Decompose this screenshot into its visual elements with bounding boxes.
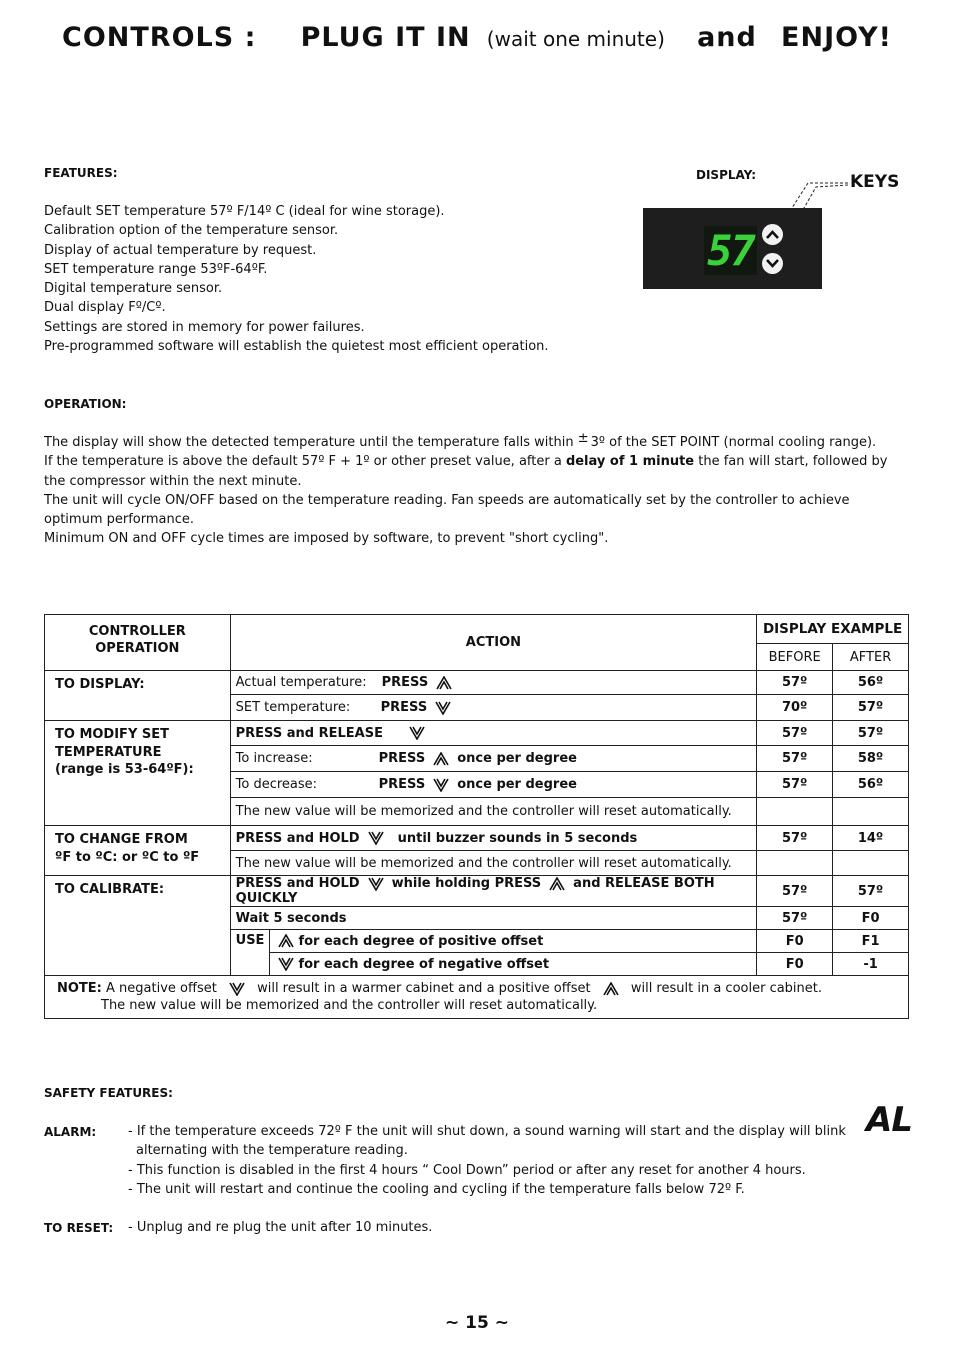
action-wait: Wait 5 seconds — [230, 907, 757, 930]
header-action: ACTION — [230, 615, 757, 671]
action-text: PRESS and HOLD — [235, 830, 360, 846]
up-arrow-icon — [436, 676, 452, 690]
after-value: F0 — [833, 907, 909, 930]
operation-text — [44, 433, 912, 549]
note-label: NOTE: — [57, 981, 102, 996]
action-calibrate-hold — [230, 876, 757, 907]
operation-p2a: If the temperature is above the default 57º F + 1º or other preset value, after a — [44, 454, 566, 470]
press-label: PRESS — [378, 751, 426, 766]
operation-heading: OPERATION: — [44, 397, 127, 411]
op-line: TO CHANGE FROM — [55, 832, 188, 847]
operation-p1 — [44, 433, 912, 452]
op-to-change — [45, 826, 231, 876]
after-value: 56º — [833, 772, 909, 798]
action-press-release — [230, 721, 757, 746]
before-value: F0 — [757, 930, 833, 953]
page-number: ~ 15 ~ — [445, 1313, 509, 1333]
title-wait: (wait one minute) — [486, 27, 665, 51]
op-line: TEMPERATURE — [55, 744, 162, 760]
feature-line: Display of actual temperature by request. — [44, 242, 317, 258]
action-text: PRESS and HOLD — [235, 876, 360, 891]
down-chevron-icon — [766, 259, 779, 268]
alarm-label: ALARM: — [44, 1125, 97, 1139]
feature-line: Calibration option of the temperature sensor. — [44, 223, 339, 239]
up-chevron-icon — [766, 230, 779, 239]
before-value: 57º — [757, 826, 833, 851]
after-value — [833, 798, 909, 826]
action-press-hold — [230, 826, 757, 851]
up-key-button[interactable] — [762, 224, 783, 245]
op-line: ºF to ºC: or ºC to ºF — [55, 849, 200, 865]
down-arrow-icon — [368, 877, 384, 891]
after-value: 57º — [833, 876, 909, 907]
feature-line: SET temperature range 53ºF-64ºF. — [44, 261, 268, 277]
before-value: 57º — [757, 772, 833, 798]
up-arrow-icon — [549, 877, 565, 891]
action-actual-temp — [230, 671, 757, 695]
down-arrow-icon — [368, 831, 384, 845]
header-controller-operation — [45, 615, 231, 671]
op-to-calibrate: TO CALIBRATE: — [45, 876, 231, 976]
note-line1 — [57, 980, 896, 997]
alarm-line: - The unit will restart and continue the cooling and cycling if the temperature falls below 72º F. — [128, 1181, 745, 1197]
press-label: PRESS — [381, 675, 429, 690]
feature-line: Default SET temperature 57º F/14º C (ideal for wine storage). — [44, 204, 445, 219]
alarm-display-glyph: AL — [866, 1100, 912, 1140]
header-before: BEFORE — [757, 644, 833, 671]
note-text-a: A negative offset — [101, 981, 221, 996]
press-label: PRESS — [380, 700, 428, 715]
after-value: -1 — [833, 953, 909, 976]
operation-p2 — [44, 452, 912, 491]
press-label: PRESS — [378, 777, 426, 792]
alarm-line: - If the temperature exceeds 72º F the unit will shut down, a sound warning will start and the display will blink — [128, 1124, 846, 1139]
operation-p1b: 3º of the SET POINT (normal cooling range). — [590, 435, 877, 450]
op-to-display: TO DISPLAY: — [45, 671, 231, 721]
note-text-c: will result in a cooler cabinet. — [626, 981, 823, 996]
features-heading: FEATURES: — [44, 166, 118, 180]
feature-line: Settings are stored in memory for power failures. — [44, 319, 365, 335]
lcd-screen — [704, 226, 757, 275]
action-increase — [230, 746, 757, 772]
after-value: F1 — [833, 930, 909, 953]
alarm-line: alternating with the temperature reading. — [136, 1143, 408, 1159]
action-positive-offset — [270, 930, 757, 953]
down-arrow-icon — [433, 778, 449, 792]
after-value: 57º — [833, 721, 909, 746]
down-arrow-icon — [409, 726, 425, 740]
action-mid: while holding PRESS — [391, 876, 542, 891]
after-value: 14º — [833, 826, 909, 851]
controller-table — [44, 614, 909, 1019]
title-plug: PLUG IT IN — [300, 22, 471, 53]
reset-text: - Unplug and re plug the unit after 10 minutes. — [128, 1220, 433, 1235]
after-value: 56º — [833, 671, 909, 695]
action-text: To decrease: — [235, 777, 318, 792]
note-text-b: will result in a warmer cabinet and a positive offset — [252, 981, 595, 996]
after-value: 57º — [833, 695, 909, 721]
features-list — [44, 202, 549, 356]
before-value — [757, 851, 833, 876]
note-line2: The new value will be memorized and the controller will reset automatically. — [101, 998, 598, 1013]
use-label: USE — [230, 930, 270, 976]
reset-label: TO RESET: — [44, 1221, 114, 1235]
action-text: for each degree of negative offset — [298, 956, 550, 972]
feature-line: Pre-programmed software will establish the quietest most efficient operation. — [44, 339, 549, 355]
after-value: 58º — [833, 746, 909, 772]
lcd-value: 57 — [707, 226, 754, 275]
down-arrow-icon — [435, 701, 451, 715]
display-label: DISPLAY: — [696, 168, 757, 182]
before-value: 57º — [757, 876, 833, 907]
title-controls: CONTROLS : — [62, 22, 257, 53]
alarm-text — [128, 1122, 846, 1199]
op-line: TO MODIFY SET — [55, 727, 169, 742]
action-text: for each degree of positive offset — [298, 933, 544, 949]
keys-label: KEYS — [850, 172, 900, 192]
action-text: Actual temperature: — [235, 675, 367, 690]
before-value: 57º — [757, 671, 833, 695]
operation-p2-bold: delay of 1 minute — [565, 454, 695, 470]
action-memorized-note: The new value will be memorized and the controller will reset automatically. — [230, 798, 757, 826]
header-display-example: DISPLAY EXAMPLE — [757, 615, 909, 644]
before-value: 57º — [757, 721, 833, 746]
down-arrow-icon — [229, 982, 245, 996]
action-set-temp — [230, 695, 757, 721]
operation-p4: Minimum ON and OFF cycle times are imposed by software, to prevent "short cycling". — [44, 531, 609, 547]
safety-heading: SAFETY FEATURES: — [44, 1086, 173, 1100]
up-arrow-icon — [278, 934, 294, 948]
header-after: AFTER — [833, 644, 909, 671]
action-tail: once per degree — [457, 777, 577, 792]
plus-minus-symbol: ± — [577, 431, 589, 446]
down-key-button[interactable] — [762, 253, 783, 274]
action-tail: once per degree — [457, 751, 577, 766]
before-value: 70º — [757, 695, 833, 721]
alarm-line: - This function is disabled in the first 4 hours “ Cool Down” period or after any reset for another 4 hours. — [128, 1162, 806, 1178]
page-title — [0, 22, 954, 53]
feature-line: Dual display Fº/Cº. — [44, 300, 166, 316]
action-text: SET temperature: — [235, 700, 351, 715]
action-decrease — [230, 772, 757, 798]
action-memorized-note: The new value will be memorized and the controller will reset automatically. — [230, 851, 757, 876]
action-negative-offset — [270, 953, 757, 976]
after-value — [833, 851, 909, 876]
operation-p3: The unit will cycle ON/OFF based on the temperature reading. Fan speeds are automatically set by the controller to achieve optimum performance. — [44, 492, 850, 528]
header-op-line1: CONTROLLER — [88, 624, 186, 639]
operation-p2b: the fan will start, followed by the compressor within the next minute. — [44, 454, 888, 489]
title-enjoy: ENJOY! — [781, 22, 892, 53]
title-and: and — [697, 22, 757, 53]
before-value: 57º — [757, 907, 833, 930]
before-value: F0 — [757, 953, 833, 976]
action-tail: and RELEASE BOTH QUICKLY — [235, 876, 715, 906]
up-arrow-icon — [433, 752, 449, 766]
table-note — [45, 976, 909, 1019]
action-text: To increase: — [235, 751, 313, 766]
action-tail: until buzzer sounds in 5 seconds — [397, 830, 638, 846]
down-arrow-icon — [278, 957, 294, 971]
action-text: PRESS and RELEASE — [235, 725, 383, 741]
op-to-modify — [45, 721, 231, 826]
header-op-line2: OPERATION — [95, 641, 180, 656]
before-value: 57º — [757, 746, 833, 772]
op-line: (range is 53-64ºF): — [55, 762, 194, 777]
before-value — [757, 798, 833, 826]
feature-line: Digital temperature sensor. — [44, 281, 223, 297]
up-arrow-icon — [603, 982, 619, 996]
operation-p1a: The display will show the detected temperature until the temperature falls within — [44, 435, 578, 450]
